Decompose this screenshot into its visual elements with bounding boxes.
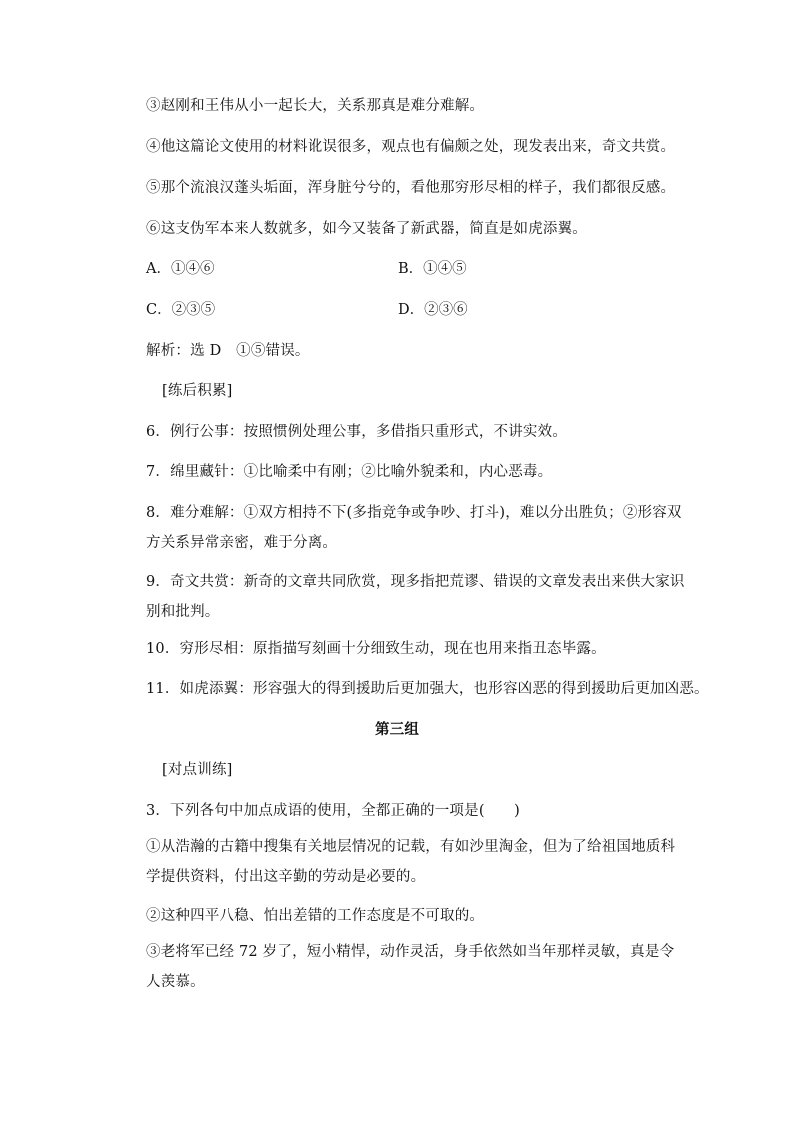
- question-sentence-1: ①从浩瀚的古籍中搜集有关地层情况的记载，有如沙里淘金，但为了给祖国地质科学提供资料，付出这辛勤的劳动是必要的。: [146, 839, 676, 885]
- training-header: [对点训练]: [162, 762, 233, 778]
- question-sentence-3: ③老将军已经 72 岁了，短小精悍，动作灵活，身手依然如当年那样灵敏，真是令人羡慕。: [146, 944, 675, 990]
- option-d: D．②③⑥: [398, 302, 468, 318]
- sentence-6: ⑥这支伪军本来人数就多，如今又装备了新武器，简直是如虎添翼。: [146, 221, 587, 237]
- option-c: C．②③⑤: [146, 302, 216, 318]
- accumulation-item: 10．穷形尽相：原指描写刻画十分细致生动，现在也用来指丑态毕露。: [146, 641, 606, 657]
- sentence-3: ③赵刚和王伟从小一起长大，关系那真是难分难解。: [146, 98, 485, 114]
- accumulation-item: 7．绵里藏针：①比喻柔中有刚；②比喻外貌柔和，内心恶毒。: [146, 464, 553, 480]
- analysis: 解析：选 D ①⑤错误。: [146, 343, 310, 359]
- question-stem: 3．下列各句中加点成语的使用，全都正确的一项是( ): [146, 803, 520, 819]
- question-sentence-2: ②这种四平八稳、怕出差错的工作态度是不可取的。: [146, 908, 485, 924]
- accumulation-header: [练后积累]: [162, 383, 233, 399]
- sentence-4: ④他这篇论文使用的材料讹误很多，观点也有偏颇之处，现发表出来，奇文共赏。: [146, 139, 676, 155]
- option-b: B．①④⑤: [398, 261, 467, 277]
- accumulation-item: 11．如虎添翼：形容强大的得到援助后更加强大，也形容凶恶的得到援助后更加凶恶。: [146, 681, 709, 697]
- accumulation-item: 8．难分难解：①双方相持不下(多指竞争或争吵、打斗)，难以分出胜负；②形容双方关系异常亲密，难于分离。: [146, 505, 682, 551]
- group-title: 第三组: [374, 721, 420, 738]
- accumulation-item: 6．例行公事：按照惯例处理公事，多借指只重形式，不讲实效。: [146, 424, 568, 440]
- accumulation-item: 9．奇文共赏：新奇的文章共同欣赏，现多指把荒谬、错误的文章发表出来供大家识别和批判。: [146, 574, 685, 620]
- option-a: A．①④⑥: [146, 261, 215, 277]
- sentence-5: ⑤那个流浪汉蓬头垢面，浑身脏兮兮的，看他那穷形尽相的样子，我们都很反感。: [146, 180, 676, 196]
